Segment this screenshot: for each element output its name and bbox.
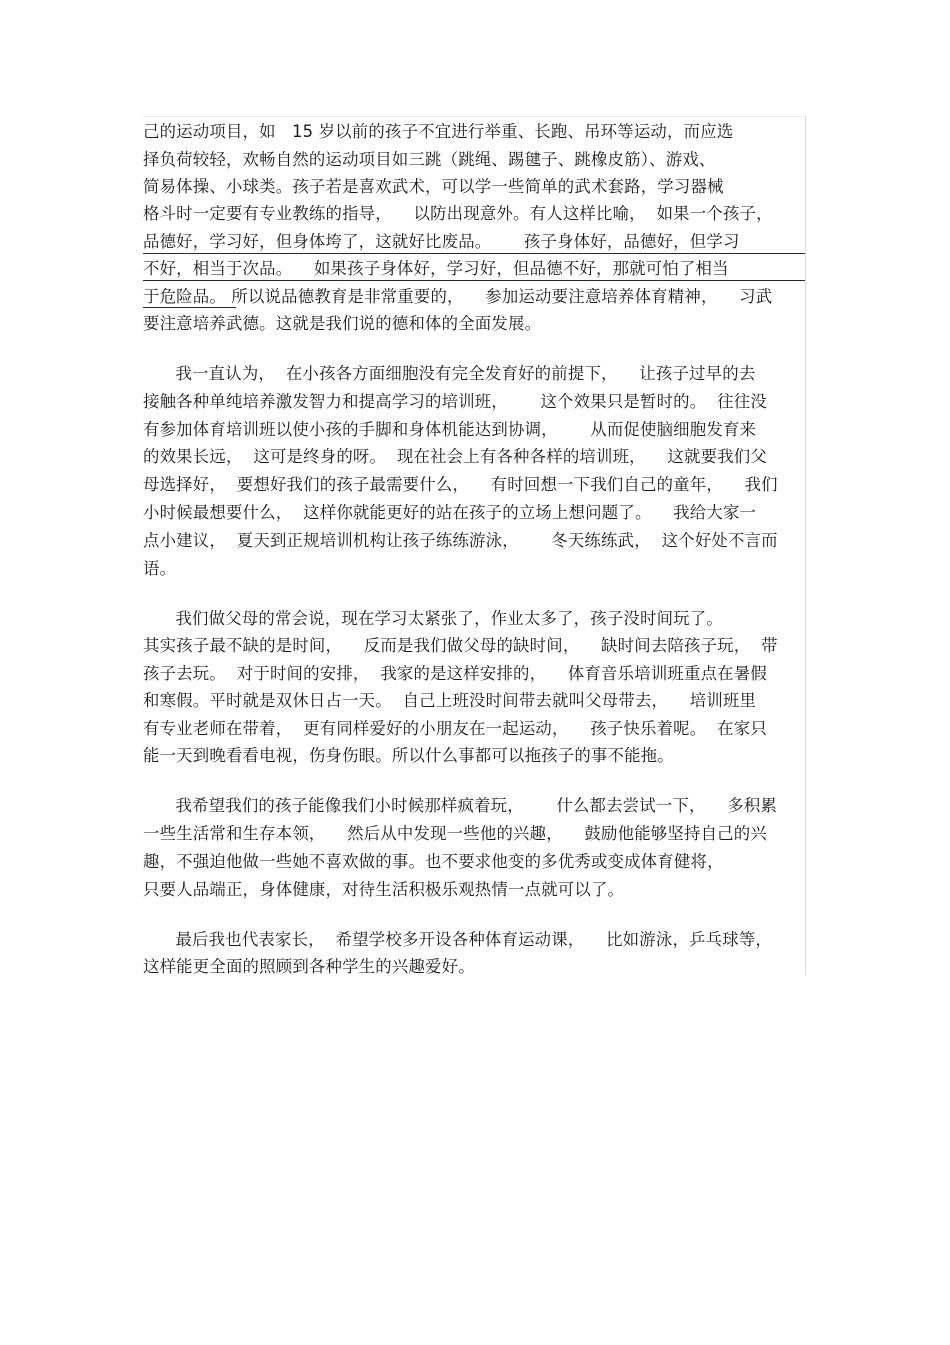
paragraph-2-line-6: 小时候最想要什么， 这样你就能更好的站在孩子的立场上想问题了。 我给大家一 <box>143 503 757 522</box>
paragraph-3-line-3: 孩子去玩。 对于时间的安排， 我家的是这样安排的， 体育音乐培训班重点在暑假 <box>143 664 767 683</box>
paragraph-2-line-1: 我一直认为， 在小孩各方面细胞没有完全发育好的前提下， 让孩子过早的去 <box>143 364 756 383</box>
paragraph-1-line-3: 简易体操、小球类。孩子若是喜欢武术，可以学一些简单的武术套路，学习器械 <box>143 177 724 196</box>
underline-rule <box>143 253 805 254</box>
paragraph-2-line-5: 母选择好， 要想好我们的孩子最需要什么， 有时回想一下我们自己的童年， 我们 <box>143 475 778 494</box>
paragraph-1-line-1: 己的运动项目，如 15 岁以前的孩子不宜进行举重、长跑、吊环等运动，而应选 <box>143 122 734 141</box>
paragraph-3-line-4: 和寒假。平时就是双休日占一天。 自己上班没时间带去就叫父母带去， 培训班里 <box>143 691 757 710</box>
paragraph-1-line-2: 择负荷较轻，欢畅自然的运动项目如三跳（跳绳、踢毽子、跳橡皮筋）、游戏、 <box>143 150 716 169</box>
paragraph-2-line-4: 的效果长远， 这可是终身的呀。 现在社会上有各种各样的培训班， 这就要我们父 <box>143 447 767 466</box>
paragraph-4-line-2: 一些生活常和生存本领， 然后从中发现一些他的兴趣， 鼓励他能够坚持自己的兴 <box>143 824 767 843</box>
paragraph-1-line-7: 于危险品。 所以说品德教育是非常重要的， 参加运动要注意培养体育精神， 习武 <box>143 287 773 306</box>
paragraph-3-line-1: 我们做父母的常会说，现在学习太紧张了，作业太多了，孩子没时间玩了。 <box>143 609 723 628</box>
paragraph-4-line-3: 趣，不强迫他做一些她不喜欢做的事。也不要求他变的多优秀或变成体育健将， <box>143 852 724 871</box>
paragraph-1-line-6: 不好，相当于次品。 如果孩子身体好，学习好，但品德不好，那就可怕了相当 <box>143 259 729 278</box>
paragraph-1-line-4: 格斗时一定要有专业教练的指导， 以防出现意外。有人这样比喻， 如果一个孩子， <box>143 204 773 223</box>
paragraph-1-line-5: 品德好，学习好，但身体垮了，这就好比废品。 孩子身体好，品德好，但学习 <box>143 232 740 251</box>
paragraph-2-line-8: 语。 <box>143 559 177 578</box>
paragraph-2-line-7: 点小建议， 夏天到正规培训机构让孩子练练游泳， 冬天练练武， 这个好处不言而 <box>143 531 778 550</box>
underline-rule <box>143 280 805 281</box>
paragraph-3-line-6: 能一天到晚看看电视，伤身伤眼。所以什么事都可以拖孩子的事不能拖。 <box>143 746 674 765</box>
underline-rule <box>143 307 236 308</box>
paragraph-2-line-2: 接触各种单纯培养激发智力和提高学习的培训班， 这个效果只是暂时的。 往往没 <box>143 392 767 411</box>
paragraph-1-line-8: 要注意培养武德。这就是我们说的德和体的全面发展。 <box>143 314 542 333</box>
paragraph-5-line-1: 最后我也代表家长， 希望学校多开设各种体育运动课， 比如游泳，乒乓球等， <box>143 930 773 949</box>
paragraph-4-line-4: 只要人品端正，身体健康，对待生活积极乐观热情一点就可以了。 <box>143 880 625 899</box>
paragraph-4-line-1: 我希望我们的孩子能像我们小时候那样疯着玩， 什么都去尝试一下， 多积累 <box>143 796 778 815</box>
paragraph-3-line-2: 其实孩子最不缺的是时间， 反而是我们做父母的缺时间， 缺时间去陪孩子玩， 带 <box>143 636 778 655</box>
paragraph-3-line-5: 有专业老师在带着， 更有同样爱好的小朋友在一起运动， 孩子快乐着呢。 在家只 <box>143 719 767 738</box>
paragraph-2-line-3: 有参加体育培训班以使小孩的手脚和身体机能达到协调， 从而促使脑细胞发育来 <box>143 420 757 439</box>
paragraph-5-line-2: 这样能更全面的照顾到各种学生的兴趣爱好。 <box>143 957 475 976</box>
